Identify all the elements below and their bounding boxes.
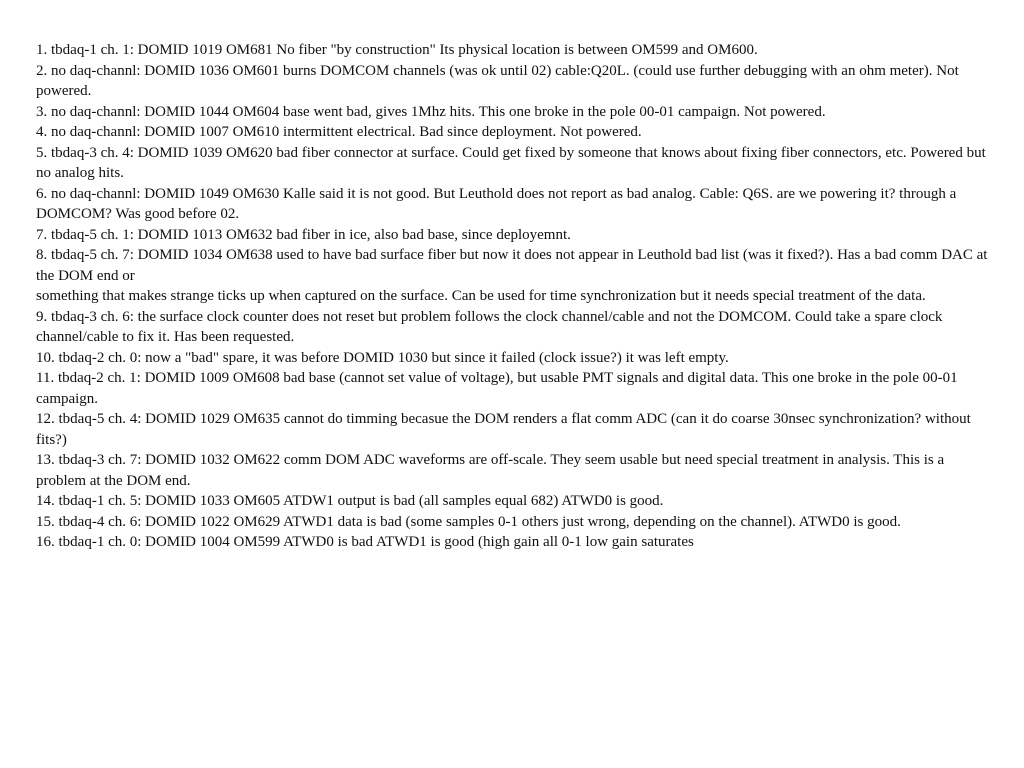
note-line-10: 10. tbdaq-2 ch. 0: now a "bad" spare, it was before DOMID 1030 but since it failed (clock issue?) it was left empty. bbox=[36, 349, 729, 366]
note-line-11: 11. tbdaq-2 ch. 1: DOMID 1009 OM608 bad base (cannot set value of voltage), but usable PMT signals and digital data. This one broke in the pole 00-01 campaign. bbox=[36, 370, 958, 407]
note-line-6: 6. no daq-channl: DOMID 1049 OM630 Kalle said it is not good. But Leuthold does not report as bad analog. Cable: Q6S. are we powering it? through a DOMCOM? Was good before 02. bbox=[36, 185, 957, 222]
document-body bbox=[36, 40, 988, 553]
note-line-14: 14. tbdaq-1 ch. 5: DOMID 1033 OM605 ATDW1 output is bad (all samples equal 682) ATWD0 is good. bbox=[36, 493, 664, 509]
note-line-9: 9. tbdaq-3 ch. 6: the surface clock counter does not reset but problem follows the clock channel/cable and not the DOMCOM. Could take a spare clock channel/cable to fix it. Has been requested. bbox=[36, 308, 943, 345]
note-line-16: 16. tbdaq-1 ch. 0: DOMID 1004 OM599 ATWD0 is bad ATWD1 is good (high gain all 0-1 low gain saturates bbox=[36, 534, 694, 550]
note-line-12: 12. tbdaq-5 ch. 4: DOMID 1029 OM635 cannot do timming becasue the DOM renders a flat comm ADC (can it do coarse 30nsec synchronization? without fits?) bbox=[36, 411, 971, 448]
note-line-7: 7. tbdaq-5 ch. 1: DOMID 1013 OM632 bad fiber in ice, also bad base, since deployemnt. bbox=[36, 226, 571, 243]
note-line-4: 4. no daq-channl: DOMID 1007 OM610 intermittent electrical. Bad since deployment. Not powered. bbox=[36, 124, 642, 140]
note-line-13: 13. tbdaq-3 ch. 7: DOMID 1032 OM622 comm DOM ADC waveforms are off-scale. They seem usable but need special treatment in analysis. This is a problem at the DOM end. bbox=[36, 452, 945, 489]
note-line-8-continuation: something that makes strange ticks up when captured on the surface. Can be used for time synchronization but it needs special treatment of the data. bbox=[36, 288, 926, 304]
note-line-5: 5. tbdaq-3 ch. 4: DOMID 1039 OM620 bad fiber connector at surface. Could get fixed by someone that knows about fixing fiber connectors, etc. Powered but no analog hits. bbox=[36, 144, 986, 181]
note-line-15: 15. tbdaq-4 ch. 6: DOMID 1022 OM629 ATWD1 data is bad (some samples 0-1 others just wrong, depending on the channel). ATWD0 is good. bbox=[36, 513, 901, 530]
note-line-2: 2. no daq-channl: DOMID 1036 OM601 burns DOMCOM channels (was ok until 02) cable:Q20L. (could use further debugging with an ohm meter). Not powered. bbox=[36, 62, 959, 99]
note-line-3: 3. no daq-channl: DOMID 1044 OM604 base went bad, gives 1Mhz hits. This one broke in the pole 00-01 campaign. Not powered. bbox=[36, 103, 826, 120]
note-line-8: 8. tbdaq-5 ch. 7: DOMID 1034 OM638 used to have bad surface fiber but now it does not appear in Leuthold bad list (was it fixed?). Has a bad comm DAC at the DOM end or bbox=[36, 247, 988, 284]
note-line-1: 1. tbdaq-1 ch. 1: DOMID 1019 OM681 No fiber "by construction" Its physical location is between OM599 and OM600. bbox=[36, 42, 758, 58]
